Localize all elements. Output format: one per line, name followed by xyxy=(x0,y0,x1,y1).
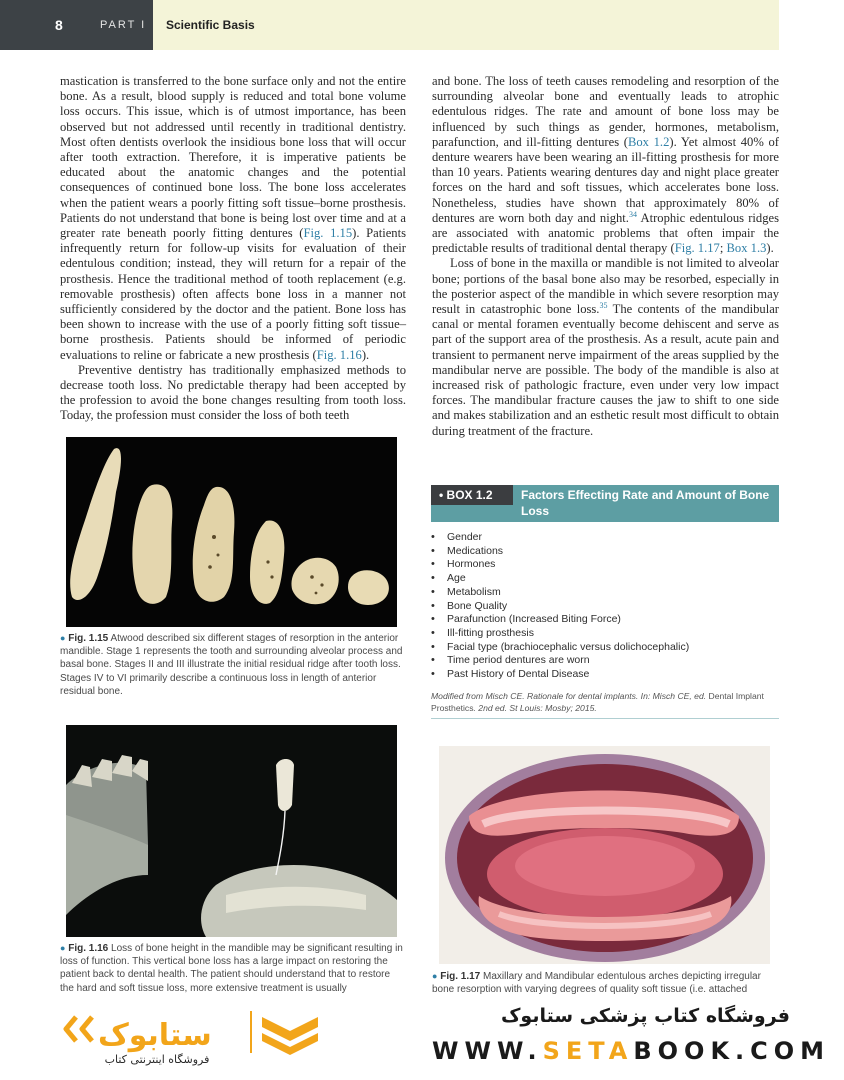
bone-resorption-stages-illustration xyxy=(66,437,397,627)
caption-bullet-icon: ● xyxy=(432,971,438,981)
box-1-3-link[interactable]: Box 1.3 xyxy=(726,241,767,256)
part-label: PART I xyxy=(100,19,147,31)
fig-1-17-link[interactable]: Fig. 1.17 xyxy=(674,241,720,256)
list-item: • Age xyxy=(431,572,779,586)
website-url[interactable]: WWW.SETABOOK.COM xyxy=(432,1037,831,1065)
citation-34[interactable]: 34 xyxy=(628,209,637,219)
list-item: • Metabolism xyxy=(431,586,779,600)
box-1-2-list xyxy=(431,531,779,682)
right-column xyxy=(432,74,779,439)
list-item: • Facial type (brachiocephalic versus dolichocephalic) xyxy=(431,641,779,655)
fig-1-16-image xyxy=(66,725,397,937)
caption-bullet-icon: ● xyxy=(60,943,66,953)
setabook-logo-icon xyxy=(62,1007,332,1057)
box-1-2-rule xyxy=(431,718,779,719)
fig-1-15-caption: ● Fig. 1.15 Atwood described six different stages of resorption in the anterior mandible. Stage 1 represents the tooth and surrounding alveolar process and basal bone. Stages II and III illustrate the initial residual ridge after tooth loss. Stages IV to VI primarily describe a continuous loss in length of anterior residual bone. xyxy=(60,633,403,697)
fig-1-17-caption: ● Fig. 1.17 Maxillary and Mandibular edentulous arches depicting irregular bone resorption with varying degrees of quality soft tissue (i.e. attached xyxy=(432,971,761,996)
fig-1-15-link[interactable]: Fig. 1.15 xyxy=(303,226,353,241)
box-1-2-source: Modified from Misch CE. Rationale for dental implants. In: Misch CE, ed. Dental Implant Prosthetics. 2nd ed. St Louis: Mosby; 2015. xyxy=(431,691,764,713)
box-1-2-tag: • BOX 1.2 xyxy=(431,485,513,505)
paragraph: mastication is transferred to the bone surface only and not the entire bone. As a result, blood supply is reduced and total bone volume loss occurs. This issue, which is of utmost importance, has been observed but not addressed until recently in traditional dentistry. Most often dentists overlook the insidious bone loss that will occur after tooth extraction. Therefore, it is imperative patients be educated about the anatomic changes and the potential consequences of continued bone loss. The bone loss accelerates when the patient wears a poorly fitting soft tissue–borne prosthesis. Patients do not understand that bone is being lost over time and at a greater rate beneath poorly fitting dentures (Fig. 1.15). Patients infrequently return for follow-up visits for evaluation of their edentulous condition; instead, they will return for a repair of the prosthesis. Hence the traditional method of tooth replacement (e.g. removable prosthesis) often affects bone loss in a manner not sufficiently considered by the doctor and the patient. Bone loss has been shown to increase with the use of a poorly fitting soft tissue–borne prosthesis. Patients should be informed of periodic evaluations to reline or fabricate a new prosthesis (Fig. 1.16). xyxy=(60,74,407,362)
page-number: 8 xyxy=(55,17,63,33)
edentulous-arches-illustration xyxy=(439,746,770,964)
list-item: • Bone Quality xyxy=(431,600,779,614)
paragraph: Preventive dentistry has traditionally emphasized methods to decrease tooth loss. No predictable therapy had been accepted by the profession to avoid the bone changes resulting from tooth loss. Today, the profession must consider the loss of both teeth xyxy=(60,362,406,423)
box-1-2-header xyxy=(431,485,779,522)
fig-1-16-link[interactable]: Fig. 1.16 xyxy=(316,347,362,362)
shop-name: فروشگاه کتاب پزشکی ستابوک xyxy=(500,1005,790,1027)
list-item: • Time period dentures are worn xyxy=(431,654,779,668)
list-item: • Ill-fitting prosthesis xyxy=(431,627,779,641)
mandible-model-illustration xyxy=(66,725,397,937)
citation-35[interactable]: 35 xyxy=(599,300,608,310)
footer-banner xyxy=(0,995,844,1080)
fig-1-15-image xyxy=(66,437,397,627)
list-item: • Medications xyxy=(431,545,779,559)
paragraph: Loss of bone in the maxilla or mandible is not limited to alveolar bone; portions of the basal bone also may be resorbed, especially in the posterior aspect of the mandible in which severe resorption may result in catastrophic bone loss.$^{35}$ The contents of the mandibular canal or mental foramen eventually become dehiscent and serve as part of the support area of the prosthesis. As a result, acute pain and transient to permanent nerve impairment of the areas supplied by the mandibular nerve are possible. The body of the mandible is also at increased risk of pathologic fracture, even under very low impact forces. The mandibular fracture causes the jaw to shift to one side and makes stabilization and an esthetic result most difficult to obtain during treatment of the fracture. xyxy=(432,256,780,438)
list-item: • Parafunction (Increased Biting Force) xyxy=(431,613,779,627)
caption-bullet-icon: ● xyxy=(60,633,66,643)
list-item: • Hormones xyxy=(431,558,779,572)
fig-1-16-caption: ● Fig. 1.16 Loss of bone height in the mandible may be significant resulting in loss of function. This vertical bone loss has a large impact on restoring the patient back to dental health. The patient should understand that to restore the hard and soft tissue loss, more extensive treatment is usually xyxy=(60,943,403,994)
box-1-2-link[interactable]: Box 1.2 xyxy=(627,134,670,149)
section-title: Scientific Basis xyxy=(166,18,255,32)
logo-wordmark: ستابوک xyxy=(98,1018,212,1053)
list-item: • Gender xyxy=(431,531,779,545)
logo-subtitle: فروشگاه اینترنتی کتاب xyxy=(104,1053,210,1066)
box-1-2-title: Factors Effecting Rate and Amount of Bone Loss xyxy=(521,488,770,518)
left-column xyxy=(60,74,406,424)
list-item: • Past History of Dental Disease xyxy=(431,668,779,682)
fig-1-17-image xyxy=(439,746,770,964)
paragraph: and bone. The loss of teeth causes remodeling and resorption of the surrounding alveolar bone and eventually leads to atrophic edentulous ridges. The rate and amount of bone loss may be influenced by such things as gender, hormones, metabolism, parafunction, and ill-fitting dentures (Box 1.2). Yet almost 40% of denture wearers have been wearing an ill-fitting prosthesis for more than 10 years. Patients wearing dentures day and night place greater forces on the hard and soft tissues, which accelerates bone loss. Nonetheless, studies have shown that approximately 80% of dentures are worn both day and night.$^{34}$ Atrophic edentulous ridges are associated with anatomic problems that often impair the predictable results of traditional dental therapy (Fig. 1.17; Box 1.3). xyxy=(432,74,780,256)
